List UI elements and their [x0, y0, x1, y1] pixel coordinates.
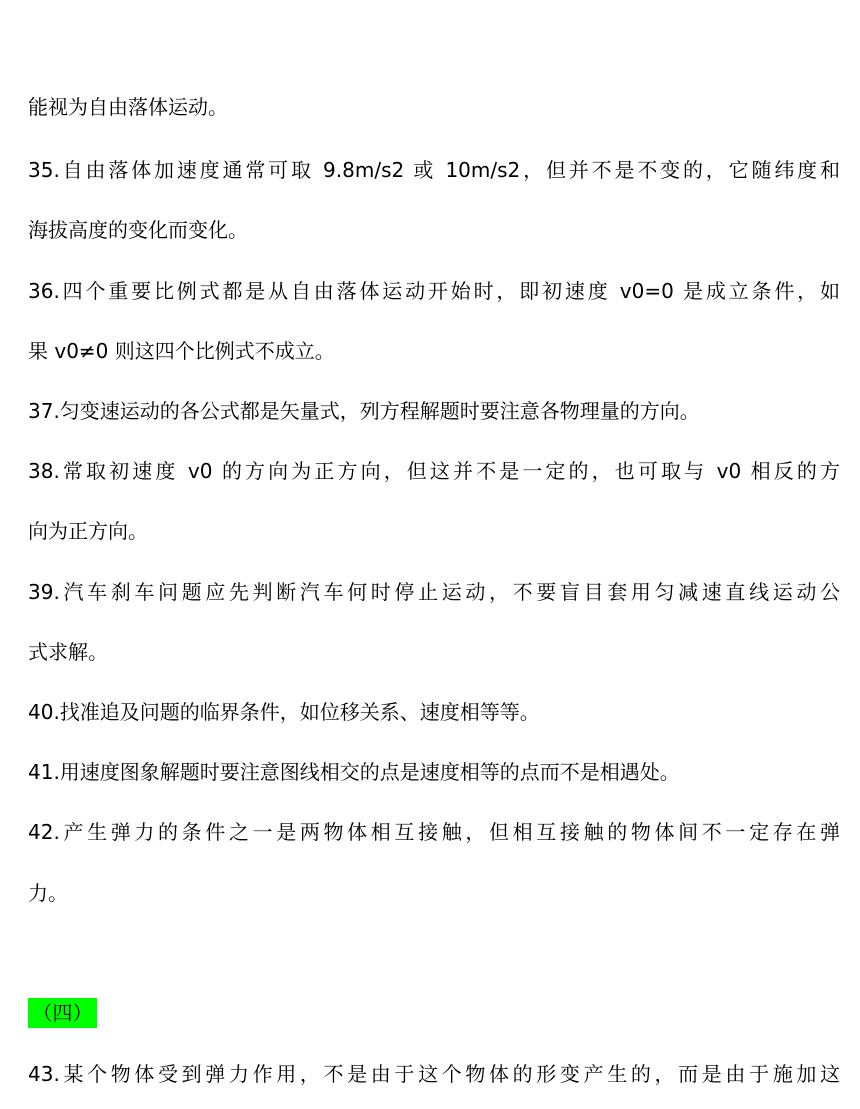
section-heading: （四）	[28, 998, 97, 1028]
text-line: 38.常取初速度 v0 的方向为正方向，但这并不是一定的，也可取与 v0 相反的方	[28, 459, 840, 483]
text-line: 40.找准追及问题的临界条件，如位移关系、速度相等等。	[28, 700, 540, 724]
text-line: 力。	[28, 881, 68, 905]
text-line: 41.用速度图象解题时要注意图线相交的点是速度相等的点而不是相遇处。	[28, 760, 680, 784]
text-line: 果 v0≠0 则这四个比例式不成立。	[28, 339, 335, 363]
text-line: 37.匀变速运动的各公式都是矢量式，列方程解题时要注意各物理量的方向。	[28, 399, 700, 423]
text-line: 35.自由落体加速度通常可取 9.8m/s2 或 10m/s2，但并不是不变的，它随纬度和	[28, 158, 840, 182]
text-line: 36.四个重要比例式都是从自由落体运动开始时，即初速度 v0=0 是成立条件，如	[28, 279, 840, 303]
text-line: 海拔高度的变化而变化。	[28, 218, 248, 242]
text-line: 向为正方向。	[28, 519, 148, 543]
text-line: 式求解。	[28, 640, 108, 664]
text-line: 42.产生弹力的条件之一是两物体相互接触，但相互接触的物体间不一定存在弹	[28, 820, 840, 844]
text-line: 43.某个物体受到弹力作用，不是由于这个物体的形变产生的，而是由于施加这	[28, 1062, 840, 1086]
text-line: 39.汽车刹车问题应先判断汽车何时停止运动，不要盲目套用匀减速直线运动公	[28, 580, 840, 604]
text-line: 能视为自由落体运动。	[28, 95, 228, 119]
